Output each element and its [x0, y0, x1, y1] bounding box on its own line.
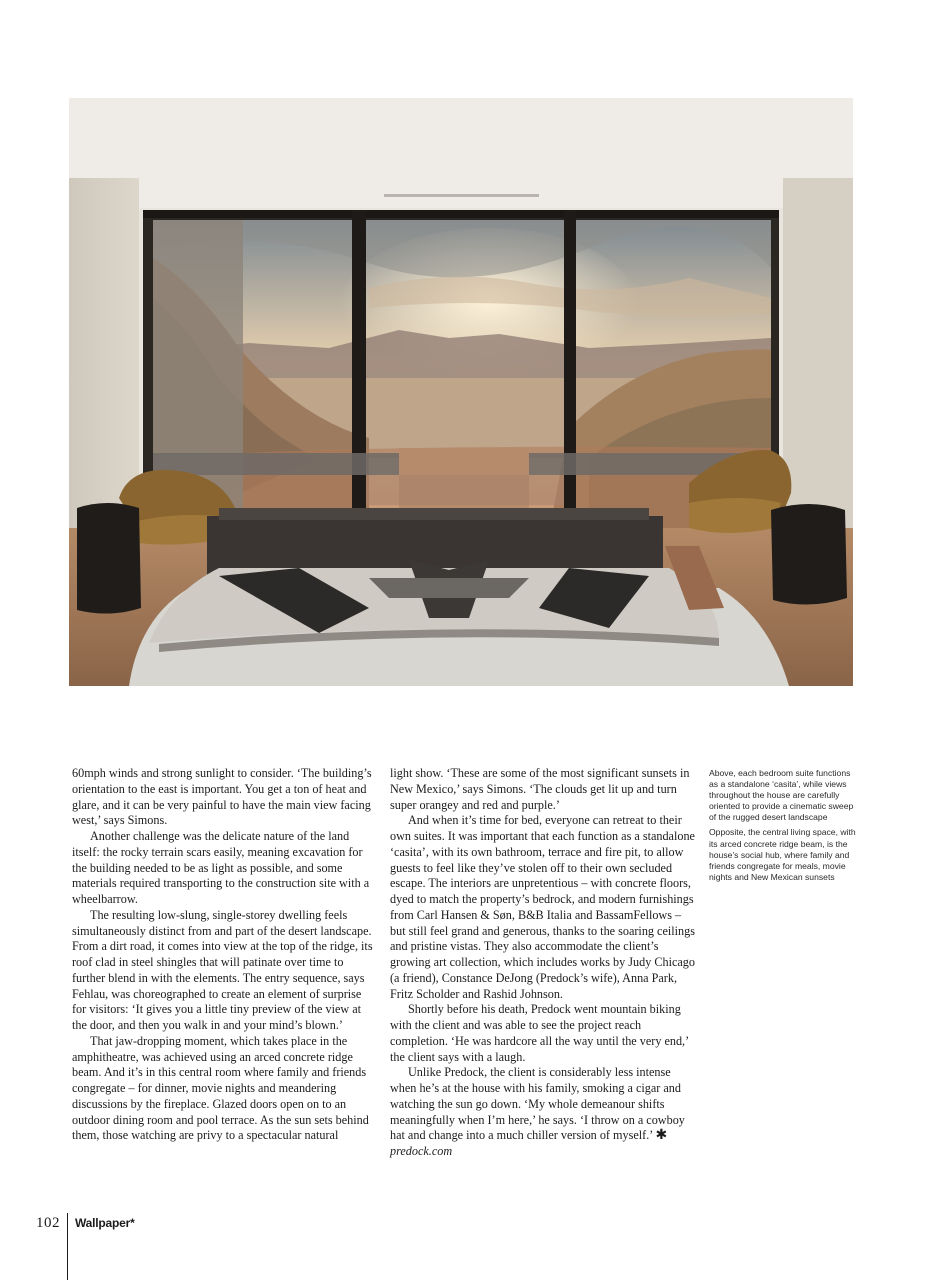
paragraph: That jaw-dropping moment, which takes place in the amphitheatre, was achieved using an arced concrete ridge beam. And it’s in this central room where family and friends congregate – for dinner, movie nights and meandering discussions by the fireplace. Glazed doors open on to an outdoor dining room and pool terrace. As the sun sets behind them, those watching are privy to a spectacular natural	[72, 1033, 369, 1143]
magazine-name: Wallpaper*	[75, 1216, 135, 1230]
photo-captions	[709, 768, 857, 887]
end-mark-icon: ✱	[655, 1127, 668, 1144]
photo-bedroom-desert-view	[69, 98, 853, 686]
paragraph-text: Unlike Predock, the client is considerably less intense when he’s at the house with his family, smoking a cigar and watching the sun go down. ‘My whole demeanour shifts meaningfully when I’m here,’ he says. ‘I throw on a cowboy hat and change into a much chiller version of myself.’	[390, 1065, 685, 1143]
page-number: 102	[36, 1215, 60, 1231]
paragraph: Another challenge was the delicate nature of the land itself: the rocky terrain scars easily, meaning excavation for the building needed to be as light as possible, and some materials required transporting to the construction site with a wheelbarrow.	[72, 829, 370, 906]
page-footer	[36, 1213, 135, 1280]
paragraph-final	[390, 1065, 695, 1160]
paragraph: Shortly before his death, Predock went mountain biking with the client and was able to see the project reach completion. ‘He was hardcore all the way until the very end,’ the client says with a laugh.	[390, 1002, 689, 1064]
paragraph: And when it’s time for bed, everyone can retreat to their own suites. It was important that each function as a standalone ‘casita’, with its own bathroom, terrace and fire pit, to allow guests to feel like they’ve stolen off to their own secluded escape. The interiors are unpretentious – with concrete floors, dyed to match the property’s bedrock, and modern furnishings from Carl Hansen & Søn, B&B Italia and BassamFellows – but still feel grand and generous, thanks to the soaring ceilings and pristine vistas. They also accommodate the client’s growing art collection, which includes works by Judy Chicago (a friend), Constance DeJong (Predock’s wife), Anna Park, Fritz Scholder and Rashid Johnson.	[390, 813, 695, 1001]
body-column-1	[72, 766, 373, 1144]
paragraph: The resulting low-slung, single-storey dwelling feels simultaneously distinct from and part of the desert landscape. From a dirt road, it comes into view at the top of the ridge, its roof clad in steel shingles that will patinate over time to further blend in with the elements. The entry sequence, says Fehlau, was choreographed to create an element of surprise for visitors: ‘It gives you a little tiny preview of the view at the door, and then you walk in and your mind’s blown.’	[72, 907, 373, 1032]
paragraph: light show. ‘These are some of the most significant sunsets in New Mexico,’ says Simons. ‘The clouds get lit up and turn super orangey and red and purple.’	[390, 766, 690, 812]
website-credit: predock.com	[390, 1144, 453, 1158]
bedroom-photo	[69, 98, 853, 686]
caption-opposite: Opposite, the central living space, with its arced concrete ridge beam, is the house’s social hub, where family and friends congregate for meals, movie nights and New Mexican sunsets	[709, 827, 856, 882]
body-column-2	[390, 766, 695, 1160]
paragraph: 60mph winds and strong sunlight to consider. ‘The building’s orientation to the east is important. You get a ton of heat and glare, and it can be very painful to have the main view facing west,’ says Simons.	[72, 766, 372, 828]
caption-above: Above, each bedroom suite functions as a standalone ‘casita’, while views throughout the house are carefully oriented to provide a cinematic sweep of the rugged desert landscape	[709, 768, 854, 823]
